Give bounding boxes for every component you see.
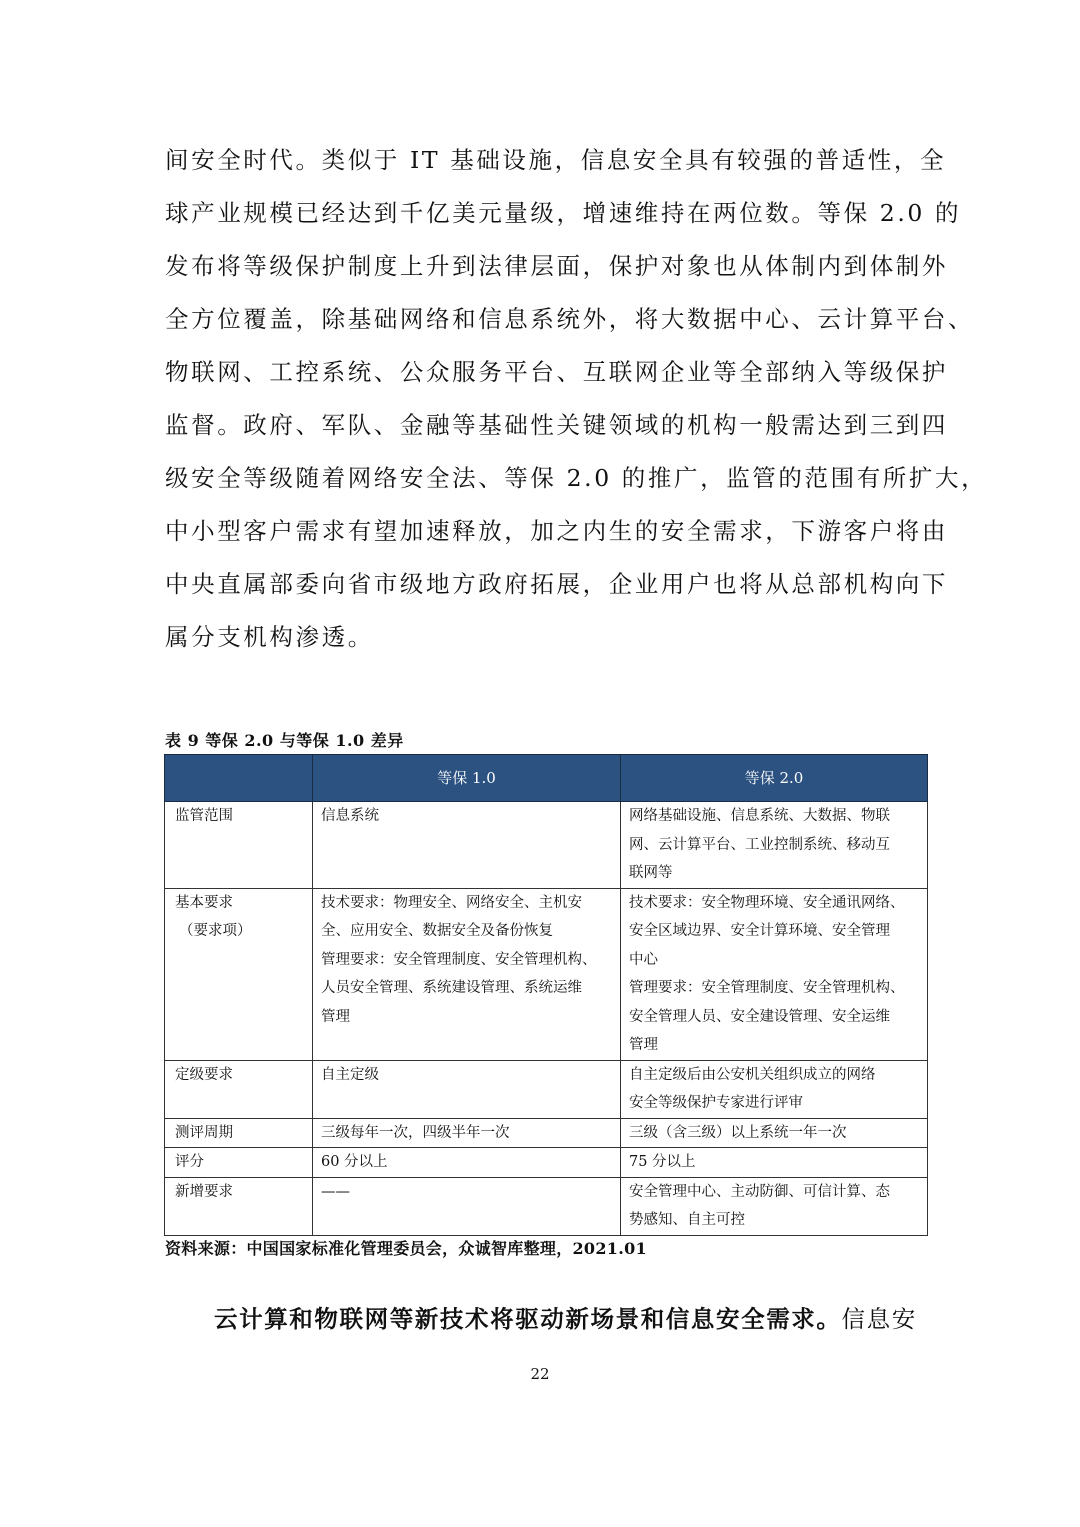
table-row bbox=[165, 1177, 928, 1235]
paragraph-line: 发布将等级保护制度上升到法律层面，保护对象也从体制内到体制外 bbox=[165, 252, 948, 280]
paragraph-line: 监督。政府、军队、金融等基础性关键领域的机构一般需达到三到四 bbox=[165, 411, 948, 439]
cell-text-line: 网络基础设施、信息系统、大数据、物联 bbox=[629, 808, 890, 824]
cell-text-line: 基本要求 bbox=[175, 894, 233, 911]
paragraph-line: 全方位覆盖，除基础网络和信息系统外，将大数据中心、云计算平台、 bbox=[165, 305, 975, 333]
body-paragraph bbox=[165, 138, 988, 668]
header-cell-v2: 等保 2.0 bbox=[621, 755, 928, 802]
v2-cell bbox=[621, 1060, 928, 1118]
cell-text-line: 评分 bbox=[175, 1154, 204, 1170]
cell-text-line: 安全管理中心、主动防御、可信计算、态 bbox=[629, 1183, 890, 1200]
cell-text-line: 技术要求：安全物理环境、安全通讯网络、 bbox=[629, 894, 905, 911]
next-paragraph bbox=[214, 1300, 917, 1334]
v1-cell bbox=[313, 1148, 621, 1178]
paragraph-line: 属分支机构渗透。 bbox=[165, 623, 374, 651]
cell-text-line: 三级每年一次，四级半年一次 bbox=[321, 1124, 510, 1141]
next-paragraph-lead: 云计算和物联网等新技术将驱动新场景和信息安全需求。 bbox=[214, 1305, 842, 1333]
v2-cell bbox=[621, 1177, 928, 1235]
paragraph-line: 间安全时代。类似于 IT 基础设施，信息安全具有较强的普适性，全 bbox=[165, 146, 947, 174]
table-row bbox=[165, 1060, 928, 1118]
cell-text-line: 管理要求：安全管理制度、安全管理机构、 bbox=[629, 980, 905, 996]
table-source: 资料来源：中国国家标准化管理委员会，众诚智库整理，2021.01 bbox=[165, 1239, 647, 1258]
v2-cell bbox=[621, 1118, 928, 1148]
row-label-cell bbox=[165, 1148, 313, 1178]
cell-text-line: （要求项） bbox=[179, 923, 252, 939]
paragraph-line: 中小型客户需求有望加速释放，加之内生的安全需求，下游客户将由 bbox=[165, 517, 948, 545]
cell-text-line: 自主定级后由公安机关组织成立的网络 bbox=[629, 1066, 876, 1083]
cell-text-line: 管理 bbox=[629, 1037, 658, 1053]
paragraph-line: 物联网、工控系统、公众服务平台、互联网企业等全部纳入等级保护 bbox=[165, 358, 948, 386]
v1-cell bbox=[313, 1060, 621, 1118]
cell-text-line: 定级要求 bbox=[175, 1066, 233, 1083]
cell-text-line: 60 分以上 bbox=[321, 1154, 388, 1170]
cell-text-line: 联网等 bbox=[629, 865, 673, 881]
table-row bbox=[165, 802, 928, 889]
cell-text-line: —— bbox=[321, 1183, 350, 1200]
cell-text-line: 人员安全管理、系统建设管理、系统运维 bbox=[321, 980, 582, 996]
paragraph-line: 球产业规模已经达到千亿美元量级，增速维持在两位数。等保 2.0 的 bbox=[165, 199, 962, 227]
cell-text-line: 安全管理人员、安全建设管理、安全运维 bbox=[629, 1008, 890, 1025]
v2-cell bbox=[621, 1148, 928, 1178]
paragraph-line: 级安全等级随着网络安全法、等保 2.0 的推广，监管的范围有所扩大， bbox=[165, 464, 988, 492]
v1-cell bbox=[313, 888, 621, 1060]
cell-text-line: 自主定级 bbox=[321, 1066, 379, 1083]
paragraph-line: 中央直属部委向省市级地方政府拓展，企业用户也将从总部机构向下 bbox=[165, 570, 948, 598]
cell-text-line: 监管范围 bbox=[175, 808, 233, 824]
cell-text-line: 新增要求 bbox=[175, 1183, 233, 1200]
page-number: 22 bbox=[530, 1365, 550, 1383]
table-row bbox=[165, 888, 928, 1060]
comparison-table bbox=[164, 754, 928, 1236]
cell-text-line: 网、云计算平台、工业控制系统、移动互 bbox=[629, 836, 890, 853]
v2-cell bbox=[621, 888, 928, 1060]
cell-text-line: 势感知、自主可控 bbox=[629, 1212, 745, 1228]
row-label-cell bbox=[165, 802, 313, 889]
v1-cell bbox=[313, 1177, 621, 1235]
table-caption: 表 9 等保 2.0 与等保 1.0 差异 bbox=[165, 731, 404, 750]
cell-text-line: 管理 bbox=[321, 1008, 350, 1025]
cell-text-line: 管理要求：安全管理制度、安全管理机构、 bbox=[321, 951, 597, 968]
table-header-row bbox=[165, 755, 928, 802]
header-cell-empty bbox=[165, 755, 313, 802]
table-row bbox=[165, 1118, 928, 1148]
row-label-cell bbox=[165, 888, 313, 1060]
cell-text-line: 信息系统 bbox=[321, 808, 379, 824]
header-cell-v1: 等保 1.0 bbox=[313, 755, 621, 802]
cell-text-line: 75 分以上 bbox=[629, 1154, 696, 1170]
table-row bbox=[165, 1148, 928, 1178]
cell-text-line: 测评周期 bbox=[175, 1124, 233, 1141]
cell-text-line: 技术要求：物理安全、网络安全、主机安 bbox=[321, 894, 582, 911]
cell-text-line: 中心 bbox=[629, 951, 658, 968]
cell-text-line: 三级（含三级）以上系统一年一次 bbox=[629, 1124, 847, 1141]
v1-cell bbox=[313, 1118, 621, 1148]
cell-text-line: 安全等级保护专家进行评审 bbox=[629, 1095, 803, 1111]
row-label-cell bbox=[165, 1060, 313, 1118]
cell-text-line: 全、应用安全、数据安全及备份恢复 bbox=[321, 923, 553, 939]
row-label-cell bbox=[165, 1177, 313, 1235]
next-paragraph-rest: 信息安 bbox=[841, 1305, 917, 1333]
v2-cell bbox=[621, 802, 928, 889]
cell-text-line: 安全区域边界、安全计算环境、安全管理 bbox=[629, 923, 890, 939]
row-label-cell bbox=[165, 1118, 313, 1148]
v1-cell bbox=[313, 802, 621, 889]
